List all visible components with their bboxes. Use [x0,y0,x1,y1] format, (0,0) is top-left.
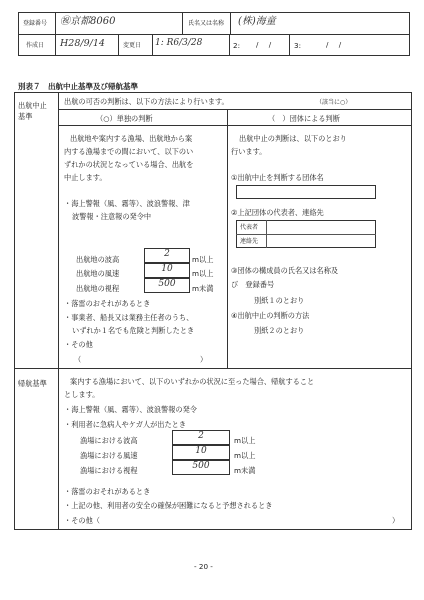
stop-left-text: 中止します。 [64,173,107,182]
departure-visibility-label: 出航地の視程 [76,284,120,293]
fishing-visibility-unit: m未満 [234,466,256,475]
stop-left-text: 内する漁場までの間において、以下のい [64,147,194,156]
return-other-paren-close: ） [392,516,400,525]
fishing-wind-value: 10 [195,446,207,456]
changed-label: 変更日 [123,42,142,49]
stop-bullet-judgment-cont: いずれか１名でも危険と判断したとき [72,326,195,335]
stop-intro-note: （該当に○） [316,99,352,106]
return-bullet-safety: ・上記の他、利用者の安全の確保が困難になると予想されるとき [64,501,273,510]
stop-bullet-other: ・その他 [64,340,93,349]
stop-criteria-label-line2: 基準 [18,112,33,121]
departure-wave-value: 2 [164,249,170,259]
group-text: 行います。 [231,147,267,156]
group-text: 出航中止の判断は、以下のとおり [239,134,347,143]
change-3-value: / / [326,40,342,49]
departure-wave-unit: m以上 [192,255,214,264]
stop-bullet-lightning: ・落雷のおそれがあるとき [64,299,151,308]
group-method-ref: 別紙２のとおり [254,326,305,335]
return-text: 案内する漁場において、以下のいずれかの状況に至った場合、帰航すること [70,377,315,386]
option-single: （○）単独の判断 [96,114,153,123]
header-row-divider [18,34,410,35]
rep-label: 代表者 [240,224,259,231]
change-2-value: / / [256,40,272,49]
fishing-wave-label: 漁場における波高 [80,436,138,445]
fishing-wave-value: 2 [198,431,204,441]
group-members-item: ③団体の構成員の氏名又は名称及 [231,266,339,275]
reg-no-value: ㊗京都8060 [60,16,116,27]
return-bullet-illness: ・利用者に急病人やケガ人が出たとき [64,420,187,429]
return-text: とします。 [64,390,100,399]
stop-other-paren-close: ） [200,355,208,364]
stop-left-text: ずれかの状況となっている場合、出航を [64,160,194,169]
reg-no-label: 登録番号 [23,20,48,27]
fishing-wind-unit: m以上 [234,451,256,460]
stop-return-divider [14,368,412,369]
change-3-prefix: 3: [294,41,301,50]
departure-wind-label: 出航地の風速 [76,269,120,278]
contact-label: 連絡先 [240,238,259,245]
created-label: 作成日 [26,42,45,49]
fishing-wind-label: 漁場における風速 [80,451,138,460]
return-bullet-lightning: ・落雷のおそれがあるとき [64,487,151,496]
group-members-item-cont: び 登録番号 [231,280,275,289]
stop-left-text: 出航地や案内する漁場、出航地から案 [70,134,193,143]
return-bullet-warning: ・海上警報（風、霧等）、波浪警報の発令 [64,405,197,414]
stop-bullet-judgment: ・事業者、船長又は業務主任者のうち、 [64,313,194,322]
return-bullet-other: ・その他（ [64,516,100,525]
created-value: H28/9/14 [60,38,105,49]
stop-intro: 出航の可否の判断は、以下の方法により行います。 [64,97,229,106]
stop-bullet-warning: ・海上警報（風、霧等）、波浪警報、津 [64,199,190,208]
departure-wind-value: 10 [161,264,173,274]
return-criteria-label: 帰航基準 [18,379,47,388]
change-1-value: 1: R6/3/28 [155,38,203,48]
fishing-wave-unit: m以上 [234,436,256,445]
section-title: 別表７ 出航中止基準及び帰航基準 [18,82,138,91]
group-members-ref: 別紙１のとおり [254,296,305,305]
departure-visibility-value: 500 [158,279,176,289]
stop-other-paren-open: （ [74,355,82,364]
fishing-visibility-value: 500 [192,461,210,471]
group-method-item: ④出航中止の判断の方法 [231,311,310,320]
fishing-visibility-label: 漁場における視程 [80,466,138,475]
stop-criteria-label-line1: 出航中止 [18,101,47,110]
stop-bullet-warning-cont: 波警報・注意報の発令中 [72,212,152,221]
departure-visibility-unit: m未満 [192,284,214,293]
group-name-item: ①出航中止を判断する団体名 [231,173,324,182]
option-group: （ ）団体による判断 [268,114,340,123]
departure-wind-unit: m以上 [192,269,214,278]
group-name-box [236,185,376,199]
group-rep-item: ②上記団体の代表者、連絡先 [231,208,324,217]
name-value: (株)海童 [238,16,276,27]
change-2-prefix: 2: [233,41,240,50]
departure-wave-label: 出航地の波高 [76,255,120,264]
page-number: - 20 - [194,562,213,571]
name-label: 氏名又は名称 [188,20,225,27]
